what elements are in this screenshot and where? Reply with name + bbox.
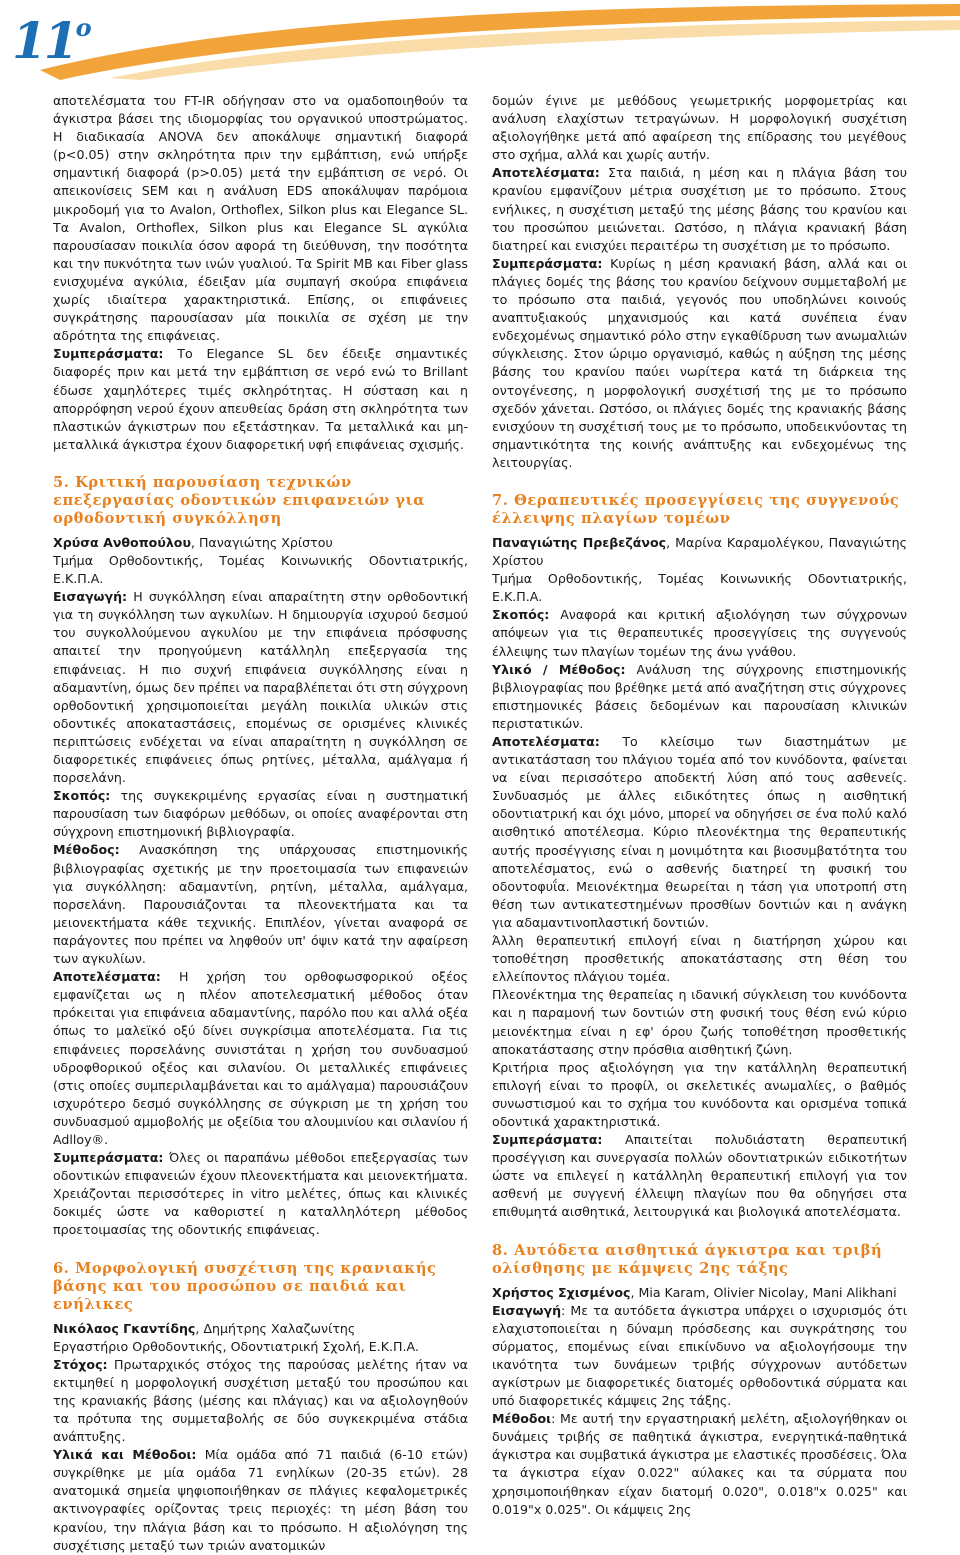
section-6-title: 6. Μορφολογική συσχέτιση της κρανιακής βάσης και του προσώπου σε παιδιά και ενήλικες [53,1259,437,1313]
section-6-conclusions: Συμπεράσματα: Κυρίως η μέση κρανιακή βάση, αλλά και οι πλάγιες δομές της βάσης του κρανίου δείχνουν συμμεταβολή με το πρόσωπο στα παιδιά, γεγονός που υποδηλώνει κοινούς αναπτυξιακούς μηχανισμούς και κατά συνέπεια έναν ενδεχομένως σημαντικό ρόλο στην εγκαθίδρυση των ανωμαλιών σύγκλεισης. Στον ώριμο οργανισμό, καθώς η αύξηση της μέσης βάσης του κρανίου παύει νωρίτερα κατά τη διάρκεια της οντογένεσης, η μορφολογική συσχέτισή της με το πρόσωπο σχεδόν χάνεται. Ωστόσο, οι πλάγιες δομές της κρανιακής βάσης ενισχύουν τη συσχέτισή τους με το πρόσωπο, υποδεικνύοντας τη σημαντικότητα της κοινής ανάπτυξης και ενδεχομένως της λειτουργίας. [492,255,907,470]
section-5-title: 5. Κριτική παρουσίαση τεχνικών επεξεργασίας οδοντικών επιφανειών για ορθοδοντική συγκόλληση [53,473,426,527]
section-5-results: Αποτελέσματα: Η χρήση του ορθοφωσφορικού οξέος εμφανίζεται ως η πλέον αποτελεσματική μέθοδος όταν πρόκειται για επιφάνεια αδαμαντίνης, παρόλο που και αλλά οξέα όπως το μαλεϊκό οξύ δίνει συγκρίσιμα αποτελέσματα. Για τις επιφάνειες πορσελάνης συνιστάται η χρήση του συνδυασμού υδροφθορικού οξέος και σιλανίου. Οι μεταλλικές επιφάνειες (στις οποίες συμπεριλαμβάνεται και το αμάλγαμα) παρουσιάζουν ισχυρότερο δεσμό συγκόλλησης σε σύγκριση με τη χρήση του συνδυασμού αμμοβολής με οξείδια του αλουμινίου και σιλανίου ή Adlloy®. [53,969,468,1147]
section-5-method: Μέθοδος: Ανασκόπηση της υπάρχουσας επιστημονικής βιβλιογραφίας σχετικής με την προετοιμασία των επιφανειών για συγκόλληση: αδαμαντίνη, ρητίνη, μέταλλα, αμάλγαμα, πορσελάνη. Παρουσιάζονται τα πλεονεκτήματα και τα μειονεκτήματα κάθε τεχνικής. Επιπλέον, γίνεται αναφορά σε παράγοντες που πρέπει να ληφθούν υπ' όψιν κατά την αφαίρεση των αγκυλίων. [53,842,468,967]
section-8-intro: Εισαγωγή: Με τα αυτόδετα άγκιστρα υπάρχει ο ισχυρισμός ότι ελαχιστοποιείται η δύναμη πρόσδεσης και συγκράτησης του σύρματος, επομένως είναι επικίνδυνο να αξιολογήσουμε την ικανότητα των δυνάμεων τριβής σύγχρονων αυτόδετων αγκίστρων με διαφορετικές διατομές ορθοδοντικά σύρματα και υπό διαφορετικές κάμψεις 2ης τάξης. [492,1302,907,1409]
section-7-paragraph-3: Πλεονέκτημα της θεραπείας η ιδανική σύγκλειση του κυνόδοντα και η παραμονή των δοντιών στη φυσική τους θέση ενώ κύριο μειονέκτημα είναι η εφ' όρου ζωής τοποθέτηση προσθετικής αποκατάστασης στην πρόσθια αισθητική ζώνη. [492,987,907,1057]
header-swoosh [0,0,960,80]
section-5-intro: Εισαγωγή: Η συγκόλληση είναι απαραίτητη στην ορθοδοντική για τη συγκόλληση των αγκυλίων. Η δημιουργία ισχυρού δεσμού του συγκολλούμενου αγκυλίου με την επιφάνεια πρόσφυσης απαιτεί την προηγούμενη κατάλληλη επεξεργασία της επιφάνειας. Η πιο συχνή επιφάνεια συγκόλλησης είναι η αδαμαντίνη, όμως δεν πρέπει να παραβλέπεται ότι στη σύγχρονη ορθοδοντική χρησιμοποιείται μεγάλη ποικιλία υλικών στις οδοντικές αποκαταστάσεις, επομένως σε ορισμένες κλινικές περιπτώσεις ενδέχεται να είναι απαραίτητη η συγκόλληση σε διαφορετικές επιφάνειες όπως ρητίνες, μέταλλα, αμάλγαμα ή πορσελάνη. [53,589,468,786]
section-7-title: 7. Θεραπευτικές προσεγγίσεις της συγγενούς έλλειψης πλαγίων τομέων [492,491,900,527]
section-7-authors: Παναγιώτης Πρεβεζάνος, Μαρίνα Καραμολέγκου, Παναγιώτης Χρίστου [492,534,907,569]
paragraph: αποτελέσματα του FT-IR οδήγησαν στο να ομαδοποιηθούν τα άγκιστρα βάσει της ιδιομορφίας του οργανικού υποστρώματος. Η διαδικασία ANOVA δεν αποκάλυψε σημαντική διαφορά (p<0.05) στην σκληρότητα πριν την εμβάπτιση, ενώ υπήρξε σημαντική διαφορά (p>0.05) μετά την εμβάπτιση σε νερό. Οι απεικονίσεις SEM και η ανάλυση EDS αποκάλυψαν παρόμοια μικροδομή για το Avalon, Orthoflex, Silkon plus και Elegance SL. Τα Avalon, Orthoflex, Silkon plus και Elegance SL αγκύλια παρουσίασαν ποικιλία όσον αφορά τη διεύθυνση, την ποσότητα και την πυκνότητα των ινών γυαλιού. Τα Spirit MB και Fiber glass ενισχυμένα αγκύλια, έδειξαν μία συμπαγή σκούρα επιφάνεια χωρίς ιδιαίτερα χαρακτηριστικά. Επίσης, οι επιφάνειες συγκράτησης παρουσίασαν μία ποικιλία σε σχέση με την αδρότητα της επιφάνειας. [53,93,468,344]
right-column [492,92,907,1519]
section-7-paragraph-4: Κριτήρια προς αξιολόγηση για την κατάλληλη θεραπευτική επιλογή είναι το προφίλ, οι σκελετικές ανωμαλίες, ο βαθμός συνωστισμού και το σχήμα του κυνόδοντα και ορισμένα τοπικά οδοντικά χαρακτηριστικά. [492,1059,907,1129]
paragraph: δομών έγινε με μεθόδους γεωμετρικής μορφομετρίας και ανάλυση ελαχίστων τετραγώνων. Η μορφολογική συσχέτιση αξιολογήθηκε μετά από αφαίρεση της επίδρασης του μεγέθους στο σχήμα, αλλά και χωρίς αυτήν. [492,93,907,163]
section-7-conclusions: Συμπεράσματα: Απαιτείται πολυδιάστατη θεραπευτική προσέγγιση και συνεργασία πολλών οδοντιατρικών ειδικοτήτων ώστε να επιλεγεί η κατάλληλη θεραπευτική επιλογή για τον ασθενή με συγγενή έλλειψη πλαγίων που θα οδηγήσει στα επιθυμητά αισθητικά, λειτουργικά και βιολογικά αποτελέσματα. [492,1132,907,1220]
section-7-affiliation: Τμήμα Ορθοδοντικής, Τομέας Κοινωνικής Οδοντιατρικής, Ε.Κ.Π.Α. [492,571,907,605]
section-8-method: Μέθοδοι: Με αυτή την εργαστηριακή μελέτη, αξιολογήθηκαν οι δυνάμεις τριβής σε παθητικά άγκιστρα, ενεργητικά-παθητικά άγκιστρα και συμβατικά άγκιστρα με ελαστικές προσδέσεις. Όλα τα άγκιστρα είχαν 0.022" αύλακες και τα σύρματα που χρησιμοποιήθηκαν είχαν διατομή 0.020", 0.018"x 0.025" και 0.019"x 0.025". Οι κάμψεις 2ης [492,1411,907,1517]
section-5-authors: Χρύσα Ανθοπούλου, Παναγιώτης Χρίστου [53,534,333,550]
section-6-results: Αποτελέσματα: Στα παιδιά, η μέση και η πλάγια βάση του κρανίου εμφανίζουν μέτρια συσχέτιση με το πρόσωπο. Στους ενήλικες, η συσχέτιση μεταξύ της μέσης βάσης του κρανίου και του προσώπου μειώνεται. Ωστόσο, η πλάγια κρανιακή βάση διατηρεί και ενισχύει περαιτέρω τη συσχέτιση με το πρόσωπο. [492,165,907,253]
section-6-method: Υλικά και Μέθοδοι: Μία ομάδα από 71 παιδιά (6-10 ετών) συγκρίθηκε με μία ομάδα 71 ενηλίκων (20-35 ετών). 28 ανατομικά σημεία ψηφιοποιήθηκαν σε πλάγιες κεφαλομετρικές ακτινογραφίες ορίζοντας τρεις περιοχές: τη μέση βάση του κρανίου, την πλάγια βάση και το πρόσωπο. Η αξιολόγηση της συσχέτισης μεταξύ των τριών ανατομικών [53,1447,469,1553]
section-7-method: Υλικό / Μέθοδος: Ανάλυση της σύγχρονης επιστημονικής βιβλιογραφίας που βρέθηκε μετά από αναζήτηση στις σύγχρονες επιστημονικές βάσεις δεδομένων και παρουσίαση κλινικών περιστατικών. [492,661,907,731]
section-8-title: 8. Αυτόδετα αισθητικά άγκιστρα και τριβή ολίσθησης με κάμψεις 2ης τάξης [492,1241,883,1277]
section-6-aim: Στόχος: Πρωταρχικός στόχος της παρούσας μελέτης ήταν να εκτιμηθεί η μορφολογική συσχέτιση μεταξύ του προσώπου και της κρανιακής βάσης (μέσης και πλάγιας) και να αξιολογηθούν τα πρότυπα της συμμεταβολής σε δύο συγκεκριμένα στάδια ανάπτυξης. [53,1356,468,1445]
section-5-conclusions: Συμπεράσματα: Όλες οι παραπάνω μέθοδοι επεξεργασίας των οδοντικών επιφανειών έχουν πλεονεκτήματα και μειονεκτήματα. Χρειάζονται περισσότερες in vitro μελέτες, όπως και κλινικές δοκιμές ώστε να καθοριστεί η καταλληλότερη μέθοδος προετοιμασίας της οδοντικής επιφάνειας. [53,1150,468,1238]
header-band [0,0,960,80]
section-5-aim: Σκοπός: της συγκεκριμένης εργασίας είναι η συστηματική παρουσίαση των διαφόρων μεθόδων, οι οποίες αναφέρονται στη σύγχρονη επιστημονική βιβλιογραφία. [53,788,468,840]
issue-number: $11^o$ [12,11,92,70]
conclusions-paragraph: Συμπεράσματα: Το Elegance SL δεν έδειξε σημαντικές διαφορές πριν και μετά την εμβάπτιση σε νερό ενώ το Brillant έδωσε χαμηλότερες τιμές σκληρότητας. Η σύσταση και η απορρόφηση νερού έχουν απευθείας δράση στη σκληρότητα των πλαστικών άγκιστρων που εξετάστηκαν. Τα μεταλλικά και μη-μεταλλικά άγκιστρα έχουν διαφορετική υφή επιφάνειας σχισμής. [53,346,468,452]
section-8-authors: Χρήστος Σχισμένος, Mia Karam, Olivier Nicolay, Mani Alikhani [492,1284,897,1300]
section-6-affiliation: Εργαστήριο Ορθοδοντικής, Οδοντιατρική Σχολή, Ε.Κ.Π.Α. [53,1338,420,1354]
section-7-results: Αποτελέσματα: Το κλείσιμο των διαστημάτων με αντικατάσταση του πλάγιου τομέα από τον κυνόδοντα, φαίνεται να είναι περισσότερο αποδεκτή λύση από τους ασθενείς. Συνδυασμός με άλλες ειδικότητες όπως η αισθητική οδοντιατρική και όχι μόνο, μπορεί να οδηγήσει σε ένα πολύ καλό αισθητικό αποτέλεσμα. Κύριο πλεονέκτημα της θεραπευτικής αυτής προσέγγισης είναι η μονιμότητα και βιοσυμβατότητα του αποτελέσματος, ενώ ο ασθενής διατηρεί τη φυσική του οδοντοφυΐα. Μειονέκτημα θεωρείται η τάση για υποτροπή στη θέση των αντικατεστημένων προσθίων δοντιών και η ανάγκη για αδαμαντινοπλαστική δοντιών. [492,734,907,930]
section-7-aim: Σκοπός: Αναφορά και κριτική αξιολόγηση των σύγχρονων απόψεων για τις θεραπευτικές προσεγγίσεις της συγγενούς έλλειψης των πλαγίων τομέων της άνω γνάθου. [492,607,907,659]
section-7-paragraph-2: Άλλη θεραπευτική επιλογή είναι η διατήρηση χώρου και τοποθέτηση προσθετικής αποκατάστασης στη θέση του ελλείποντος πλάγιου τομέα. [492,933,907,985]
left-column [53,92,468,1555]
section-5-affiliation: Τμήμα Ορθοδοντικής, Τομέας Κοινωνικής Οδοντιατρικής, Ε.Κ.Π.Α. [53,552,468,587]
section-6-authors: Νικόλαος Γκαντίδης, Δημήτρης Χαλαζωνίτης [53,1320,356,1336]
